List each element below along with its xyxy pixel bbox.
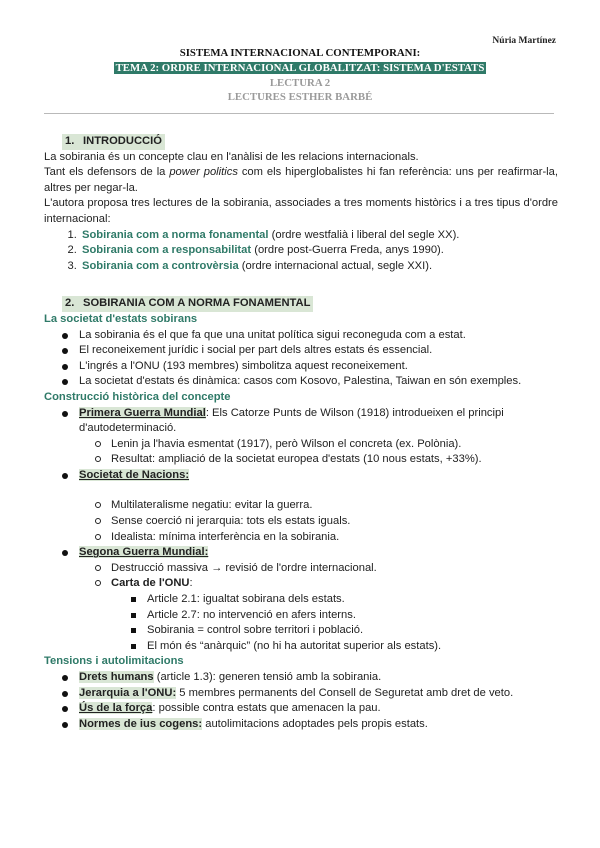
document-subtitle: [0, 61, 600, 75]
list-item: [62, 545, 558, 654]
section-number: 2.: [65, 297, 75, 310]
sub-list: [79, 561, 558, 655]
list-item-text: (ordre internacional actual, segle XXI).: [238, 259, 433, 272]
list-item: Destrucció massiva → revisió de l'ordre internacional.: [95, 561, 558, 577]
list-item-text: : possible contra estats que amenacen la pau.: [152, 702, 381, 715]
list-item: [62, 406, 558, 468]
highlight-label: Drets humans: [79, 671, 154, 683]
paragraph: [44, 165, 558, 196]
header-divider: [44, 113, 554, 114]
highlight-label: Ús de la força: [79, 702, 153, 715]
author-name: Núria Martínez: [492, 36, 556, 46]
section-number: 1.: [65, 135, 75, 147]
list-item-text: (article 1.3): generen tensió amb la sobirania.: [153, 671, 382, 683]
list-item: La sobirania és el que fa que una unitat política sigui reconeguda com a estat.: [62, 328, 558, 344]
list-item: El món és “anàrquic” (no hi ha autoritat superior als estats).: [131, 639, 558, 655]
list-item: El reconeixement jurídic i social per part dels altres estats és essencial.: [62, 343, 558, 359]
list-item: [95, 576, 558, 654]
list-item: Resultat: ampliació de la societat europea d'estats (10 nous estats, +33%).: [95, 452, 558, 468]
highlight-label: Primera Guerra Mundial: [79, 406, 206, 419]
list-item: Article 2.1: igualtat sobirana dels estats.: [131, 592, 558, 608]
bullet-list: [44, 328, 558, 390]
highlight-label: Normes de ius cogens:: [79, 717, 203, 730]
text-run: Tant els defensors de la: [44, 166, 170, 179]
list-item-text: 5 membres permanents del Consell de Seguretat amb dret de veto.: [176, 686, 514, 699]
list-item: [80, 228, 558, 244]
bullet-list: [44, 406, 558, 655]
list-item: L'ingrés a l'ONU (193 membres) simbolitza aquest reconeixement.: [62, 359, 558, 375]
list-item: La societat d'estats és dinàmica: casos com Kosovo, Palestina, Taiwan en són exemples.: [62, 374, 558, 390]
text-run: :: [189, 577, 193, 590]
bullet-list: [44, 670, 558, 732]
list-item: Multilateralisme negatiu: evitar la guerra.: [95, 498, 558, 514]
list-item: Sense coerció ni jerarquia: tots els estats iguals.: [95, 514, 558, 530]
section-title: INTRODUCCIÓ: [83, 135, 162, 147]
subheading: La societat d'estats sobirans: [44, 312, 198, 325]
list-item: Idealista: mínima interferència en la sobirania.: [95, 530, 558, 546]
highlight-label: Segona Guerra Mundial:: [79, 546, 209, 559]
list-item: [80, 259, 558, 275]
highlight-label: Societat de Nacions:: [79, 468, 190, 481]
list-item-bold: Sobirania com a norma fonamental: [82, 228, 269, 241]
paragraph: L'autora proposa tres lectures de la sobirania, associades a tres moments històrics i a tres tipus d'ordre internacional:: [44, 197, 558, 225]
list-item-text: (ordre westfalià i liberal del segle XX).: [268, 228, 460, 241]
list-item: [62, 717, 558, 733]
highlight-label: Jerarquia a l'ONU:: [79, 686, 177, 699]
list-item: [62, 701, 558, 717]
sub-list: [79, 437, 558, 468]
numbered-list: [44, 228, 558, 275]
document-body: [44, 134, 558, 732]
list-item-bold: Sobirania com a controvèrsia: [82, 259, 239, 272]
list-item-text: : Els Catorze Punts de Wilson (1918) introdueixen el principi d'autodeterminació.: [79, 406, 504, 435]
list-item: Article 2.7: no intervenció en afers interns.: [131, 608, 558, 624]
list-item: [62, 686, 558, 702]
readings-label: LECTURES ESTHER BARBÉ: [227, 91, 373, 103]
text-run: com els hiperglobalistes hi fan referència: uns per reafirmar-la, altres per negar-la.: [44, 166, 558, 194]
charter-label: Carta de l'ONU: [111, 577, 190, 590]
subtitle-highlight: TEMA 2: ORDRE INTERNACIONAL GLOBALITZAT: SISTEMA D'ESTATS: [115, 62, 485, 74]
paragraph: La sobirania és un concepte clau en l'anàlisi de les relacions internacionals.: [44, 150, 419, 163]
list-item: [62, 670, 558, 686]
emphasis-text: power politics: [169, 166, 238, 179]
list-item-bold: Sobirania com a responsabilitat: [82, 244, 252, 257]
list-item-text: autolimitacions adoptades pels propis estats.: [202, 717, 428, 730]
list-item: Lenin ja l'havia esmentat (1917), però Wilson el concreta (ex. Polònia).: [95, 437, 558, 453]
section-heading-1: [44, 134, 558, 150]
document-title: SISTEMA INTERNACIONAL CONTEMPORANI:: [179, 47, 421, 59]
section-title: SOBIRANIA COM A NORMA FONAMENTAL: [83, 297, 311, 310]
list-item: [62, 468, 558, 545]
list-item-text: (ordre post-Guerra Freda, anys 1990).: [251, 244, 444, 257]
sub-sub-list: [111, 592, 558, 654]
list-item: [80, 243, 558, 259]
subheading: Tensions i autolimitacions: [44, 655, 184, 668]
subheading: Construcció històrica del concepte: [44, 390, 231, 403]
list-item: Sobirania = control sobre territori i població.: [131, 623, 558, 639]
sub-list: [79, 498, 558, 545]
lecture-label: LECTURA 2: [269, 77, 331, 89]
section-heading-2: [44, 296, 558, 312]
